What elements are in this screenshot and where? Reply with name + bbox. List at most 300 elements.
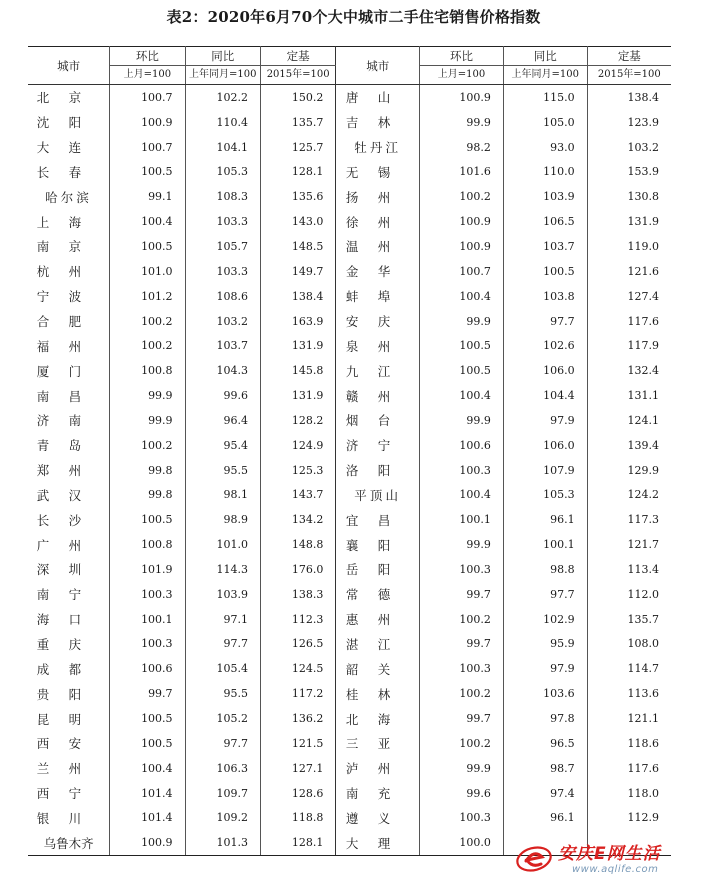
base-cell: 139.4 [627,438,659,452]
table-row [28,632,671,657]
mom-cell: 100.3 [420,458,504,483]
mom-cell: 101.9 [110,557,185,582]
city-cell [336,408,420,433]
city-cell [28,805,110,830]
city-name: 青岛 [36,438,101,454]
city-cell [28,458,110,483]
yoy-cell: 106.0 [503,433,587,458]
city-cell [336,830,420,855]
city-cell [336,483,420,508]
base-cell: 131.9 [627,215,659,229]
base-cell: 119.0 [627,239,659,253]
mom-cell: 100.4 [420,483,504,508]
city-cell [28,706,110,731]
city-cell [336,284,420,309]
header-yoy-sub-left: 上年同月=100 [185,66,260,85]
mom-cell: 100.6 [110,656,185,681]
yoy-cell: 102.2 [185,85,260,110]
yoy-cell: 103.7 [185,333,260,358]
mom-cell: 100.7 [420,259,504,284]
mom-cell: 100.5 [110,507,185,532]
base-cell: 112.0 [627,587,659,601]
yoy-cell: 103.7 [503,234,587,259]
city-name: 遵义 [345,810,410,826]
mom-cell: 100.8 [110,358,185,383]
city-cell [28,234,110,259]
city-name: 大理 [345,835,410,851]
table-row [28,160,671,185]
city-cell [336,135,420,160]
yoy-cell: 98.7 [503,756,587,781]
base-cell: 135.6 [260,184,335,209]
yoy-cell: 106.5 [503,209,587,234]
city-name: 郑州 [36,463,101,479]
city-name: 洛阳 [345,463,410,479]
table-row [28,383,671,408]
city-cell [28,756,110,781]
city-name: 泉州 [345,338,410,354]
mom-cell: 99.7 [420,706,504,731]
table-header [28,47,671,85]
table-row [28,259,671,284]
base-cell: 113.4 [627,562,659,576]
city-cell [336,358,420,383]
mom-cell: 100.2 [420,681,504,706]
yoy-cell: 98.8 [503,557,587,582]
city-cell [28,110,110,135]
city-name: 兰州 [36,761,101,777]
base-cell: 143.7 [260,483,335,508]
yoy-cell: 114.3 [185,557,260,582]
base-cell: 113.6 [627,687,659,701]
city-cell [336,507,420,532]
city-cell [28,135,110,160]
table-row [28,110,671,135]
yoy-cell: 115.0 [503,85,587,110]
yoy-cell: 96.1 [503,507,587,532]
table-title: 表2：2020年6月70个大中城市二手住宅销售价格指数 [166,8,541,26]
city-cell [28,607,110,632]
city-name: 济宁 [345,438,410,454]
watermark [514,837,699,879]
city-cell [28,433,110,458]
city-name: 合肥 [36,314,101,330]
city-cell [336,781,420,806]
mom-cell: 99.8 [110,458,185,483]
mom-cell: 100.3 [420,805,504,830]
yoy-cell: 109.7 [185,781,260,806]
mom-cell: 99.9 [110,408,185,433]
mom-cell: 99.7 [420,632,504,657]
city-name: 济南 [36,413,101,429]
yoy-cell: 97.7 [185,632,260,657]
table-row [28,234,671,259]
city-cell [28,830,110,855]
yoy-cell: 103.3 [185,209,260,234]
base-cell: 138.4 [260,284,335,309]
city-name: 乌鲁木齐 [43,835,94,851]
city-cell [336,458,420,483]
city-cell [28,209,110,234]
mom-cell: 100.5 [420,358,504,383]
mom-cell: 100.8 [110,532,185,557]
mom-cell: 99.9 [420,309,504,334]
city-cell [336,259,420,284]
table-row [28,681,671,706]
city-name: 深圳 [36,562,101,578]
city-name: 重庆 [36,636,101,652]
city-name: 海口 [36,612,101,628]
yoy-cell: 105.3 [503,483,587,508]
city-name: 常德 [345,587,410,603]
yoy-cell: 103.8 [503,284,587,309]
city-name: 西宁 [36,786,101,802]
base-cell: 125.3 [260,458,335,483]
city-name: 上海 [36,214,101,230]
base-cell: 131.9 [260,333,335,358]
base-cell: 124.9 [260,433,335,458]
city-name: 南京 [36,239,101,255]
city-cell [28,507,110,532]
city-cell [336,333,420,358]
yoy-cell: 103.6 [503,681,587,706]
mom-cell: 100.5 [110,160,185,185]
mom-cell: 99.1 [110,184,185,209]
yoy-cell: 105.0 [503,110,587,135]
base-cell: 124.2 [627,488,659,502]
base-cell: 118.6 [627,736,659,750]
city-cell [336,681,420,706]
city-cell [28,309,110,334]
city-name: 吉林 [345,115,410,131]
city-name: 襄阳 [345,537,410,553]
header-mom-sub-left: 上月=100 [110,66,185,85]
city-name: 福州 [36,338,101,354]
base-cell: 136.2 [260,706,335,731]
header-mom-left: 环比 [110,47,185,66]
mom-cell: 100.2 [110,333,185,358]
mom-cell: 100.5 [420,333,504,358]
city-cell [28,259,110,284]
mom-cell: 100.3 [420,557,504,582]
mom-cell: 100.7 [110,85,185,110]
base-cell: 143.0 [260,209,335,234]
table-row [28,582,671,607]
mom-cell: 100.2 [110,309,185,334]
city-cell [336,383,420,408]
table-row [28,607,671,632]
mom-cell: 100.5 [110,731,185,756]
city-name: 南充 [345,786,410,802]
yoy-cell: 95.9 [503,632,587,657]
base-cell: 145.8 [260,358,335,383]
yoy-cell: 97.8 [503,706,587,731]
yoy-cell: 97.9 [503,408,587,433]
base-cell: 135.7 [260,110,335,135]
mom-cell: 100.1 [110,607,185,632]
city-name: 赣州 [345,388,410,404]
city-cell [28,681,110,706]
yoy-cell: 100.1 [503,532,587,557]
base-cell: 123.9 [627,115,659,129]
table-row [28,532,671,557]
yoy-cell: 95.5 [185,458,260,483]
city-name: 大连 [36,140,101,156]
base-cell: 127.1 [260,756,335,781]
yoy-cell: 98.9 [185,507,260,532]
city-cell [28,557,110,582]
base-cell: 128.6 [260,781,335,806]
mom-cell: 100.9 [420,209,504,234]
city-cell [336,433,420,458]
mom-cell: 100.0 [420,830,504,855]
table-row [28,309,671,334]
yoy-cell: 106.0 [503,358,587,383]
yoy-cell: 101.3 [185,830,260,855]
header-base-sub-left: 2015年=100 [260,66,335,85]
mom-cell: 98.2 [420,135,504,160]
city-cell [28,160,110,185]
yoy-cell: 97.7 [185,731,260,756]
mom-cell: 99.7 [110,681,185,706]
city-cell [336,160,420,185]
city-name: 唐山 [345,90,410,106]
base-cell: 148.8 [260,532,335,557]
base-cell: 118.8 [260,805,335,830]
base-cell: 117.6 [627,761,659,775]
city-cell [336,110,420,135]
city-name: 蚌埠 [345,289,410,305]
base-cell: 132.4 [627,364,659,378]
city-name: 银川 [36,810,101,826]
city-cell [28,383,110,408]
base-cell: 128.1 [260,160,335,185]
yoy-cell: 93.0 [503,135,587,160]
city-name: 广州 [36,537,101,553]
mom-cell: 99.6 [420,781,504,806]
city-cell [28,333,110,358]
city-name: 金华 [345,264,410,280]
city-cell [28,358,110,383]
base-cell: 134.2 [260,507,335,532]
city-cell [336,557,420,582]
price-index-table [28,46,671,856]
city-name: 沈阳 [36,115,101,131]
mom-cell: 99.8 [110,483,185,508]
yoy-cell: 105.3 [185,160,260,185]
yoy-cell: 106.3 [185,756,260,781]
mom-cell: 100.2 [420,184,504,209]
base-cell: 176.0 [260,557,335,582]
table-row [28,135,671,160]
base-cell: 130.8 [627,190,659,204]
city-cell [336,184,420,209]
mom-cell: 101.4 [110,781,185,806]
base-cell: 150.2 [260,85,335,110]
mom-cell: 99.9 [420,756,504,781]
mom-cell: 100.3 [420,656,504,681]
yoy-cell: 108.3 [185,184,260,209]
base-cell: 121.5 [260,731,335,756]
mom-cell: 100.4 [110,756,185,781]
base-cell: 129.9 [627,463,659,477]
city-name: 烟台 [345,413,410,429]
city-cell [336,632,420,657]
header-mom-right: 环比 [420,47,504,66]
city-name: 无锡 [345,164,410,180]
header-yoy-left: 同比 [185,47,260,66]
city-cell [336,656,420,681]
base-cell: 127.4 [627,289,659,303]
yoy-cell: 101.0 [185,532,260,557]
mom-cell: 99.7 [420,582,504,607]
city-name: 温州 [345,239,410,255]
base-cell: 128.1 [260,830,335,855]
table-row [28,756,671,781]
base-cell: 121.6 [627,264,659,278]
base-cell: 148.5 [260,234,335,259]
mom-cell: 100.2 [110,433,185,458]
table-row [28,507,671,532]
yoy-cell: 97.1 [185,607,260,632]
table-row [28,358,671,383]
base-cell: 163.9 [260,309,335,334]
mom-cell: 100.9 [110,830,185,855]
yoy-cell: 105.4 [185,656,260,681]
mom-cell: 100.9 [420,85,504,110]
city-name: 岳阳 [345,562,410,578]
table-row [28,184,671,209]
yoy-cell: 104.4 [503,383,587,408]
table-row [28,483,671,508]
city-name: 韶关 [345,661,410,677]
city-name: 桂林 [345,686,410,702]
base-cell: 126.5 [260,632,335,657]
city-name: 宁波 [36,289,101,305]
yoy-cell: 98.1 [185,483,260,508]
header-city-left: 城市 [28,47,110,85]
mom-cell: 100.4 [420,284,504,309]
mom-cell: 101.2 [110,284,185,309]
base-cell: 131.1 [627,389,659,403]
table-row [28,284,671,309]
mom-cell: 100.9 [110,110,185,135]
city-name: 三亚 [345,736,410,752]
yoy-cell: 110.0 [503,160,587,185]
yoy-cell: 105.2 [185,706,260,731]
city-cell [28,85,110,110]
mom-cell: 100.5 [110,706,185,731]
base-cell: 117.6 [627,314,659,328]
table-row [28,85,671,110]
city-name: 哈尔滨 [45,189,93,205]
yoy-cell: 95.5 [185,681,260,706]
header-base-left: 定基 [260,47,335,66]
city-name: 厦门 [36,363,101,379]
mom-cell: 101.4 [110,805,185,830]
city-name: 南宁 [36,587,101,603]
mom-cell: 99.9 [420,408,504,433]
city-cell [28,632,110,657]
city-cell [28,184,110,209]
table-row [28,333,671,358]
mom-cell: 99.9 [420,110,504,135]
base-cell: 117.9 [627,339,659,353]
city-name: 湛江 [345,636,410,652]
base-cell: 131.9 [260,383,335,408]
city-name: 平顶山 [354,487,402,503]
header-yoy-right: 同比 [503,47,587,66]
table-row [28,706,671,731]
city-name: 安庆 [345,314,410,330]
base-cell: 135.7 [627,612,659,626]
city-cell [336,582,420,607]
yoy-cell: 104.1 [185,135,260,160]
yoy-cell: 103.9 [185,582,260,607]
watermark-url: www.aqlife.com [572,864,659,875]
city-name: 惠州 [345,612,410,628]
base-cell: 112.9 [627,811,659,825]
city-cell [336,532,420,557]
base-cell: 114.7 [627,662,659,676]
table-row [28,458,671,483]
header-city-right: 城市 [336,47,420,85]
yoy-cell: 109.2 [185,805,260,830]
city-cell [28,284,110,309]
yoy-cell: 105.7 [185,234,260,259]
city-name: 泸州 [345,761,410,777]
base-cell: 117.3 [627,513,659,527]
city-cell [28,781,110,806]
mom-cell: 101.0 [110,259,185,284]
yoy-cell: 103.2 [185,309,260,334]
city-name: 贵阳 [36,686,101,702]
base-cell: 121.1 [627,712,659,726]
city-name: 扬州 [345,189,410,205]
base-cell: 138.3 [260,582,335,607]
city-name: 徐州 [345,214,410,230]
header-yoy-sub-right: 上年同月=100 [503,66,587,85]
mom-cell: 100.2 [420,607,504,632]
city-cell [28,483,110,508]
mom-cell: 100.1 [420,507,504,532]
base-cell: 153.9 [627,165,659,179]
city-cell [28,408,110,433]
yoy-cell: 102.6 [503,333,587,358]
yoy-cell: 107.9 [503,458,587,483]
yoy-cell: 97.4 [503,781,587,806]
city-name: 九江 [345,363,410,379]
header-mom-sub-right: 上月=100 [420,66,504,85]
city-name: 北京 [36,90,101,106]
city-cell [336,706,420,731]
city-cell [28,656,110,681]
table-row [28,408,671,433]
yoy-cell: 97.7 [503,309,587,334]
city-cell [336,209,420,234]
city-cell [336,85,420,110]
table-row [28,209,671,234]
mom-cell: 100.3 [110,582,185,607]
city-cell [336,756,420,781]
table-row [28,433,671,458]
mom-cell: 99.9 [110,383,185,408]
base-cell: 117.2 [260,681,335,706]
base-cell: 124.5 [260,656,335,681]
city-cell [336,805,420,830]
yoy-cell: 95.4 [185,433,260,458]
table-row [28,656,671,681]
